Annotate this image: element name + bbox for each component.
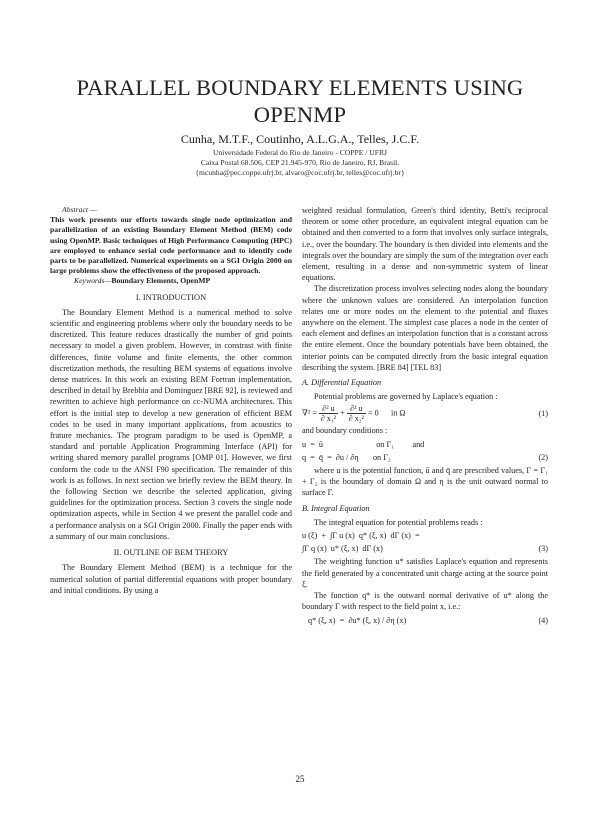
boundary-condition-1: u = ū on Γ₁ and [302,439,425,449]
outline-continued-paragraph: weighted residual formulation, Green's third identity, Betti's reciprocal theorem or some other procedure, an equivalent integral equation can be obtained and then converted to a form that involves only surface integrals, i.e., over the boundary. The boundary is then divided into elements and the integrals over the boundary are simply the sum of the integration over each element, resulting in a dense and non-symmetric system of linear equations. [302,206,549,283]
page-number: 25 [295,774,305,784]
q-star-paragraph: The function q* is the outward normal derivative of u* along the boundary Γ with respect to the field point x, i.e.: [302,591,548,612]
paper-title: PARALLEL BOUNDARY ELEMENTS USING OPENMP [76,75,524,127]
left-column [50,205,292,596]
discretization-paragraph: The discretization process involves selecting nodes along the boundary where the unknown values are considered. An interpolation function relates one or more nodes on the element to the potential and fluxes anywhere on the element. The simplest case places a node in the center of each element and defines an interpolation function that is a constant across the entire element. Once the boundary potentials have been obtained, the interior points can be computed directly from the basic integral equation describing the system. [BRE 84] [TEL 83] [302,284,548,372]
right-column [302,205,548,628]
abstract-text: This work presents our efforts towards single node optimization and parallelization of an existing Boundary Element Method (BEM) code using OpenMP. Basic techniques of High Performance Computing (HPC) are employed to enhance serial code performance and to identify code parts to be parallelized. Numerical experiments on a SGI Origin 2000 on large problems show the effectiveness of the proposed approach. [50,215,292,276]
equation-1 [302,404,548,423]
eq1-number: (1) [538,409,548,419]
boundary-conditions-label: and boundary conditions : [302,426,388,436]
eq1-lhs: ∇² = [302,408,317,418]
variables-paragraph: where u is the potential function, ū and q̄ are prescribed values, Γ = Γ₁ + Γ₂ is the boundary of domain Ω and η is the unit outward normal to surface Γ. [302,466,548,498]
keywords [62,276,292,286]
equation-4: q* (ξ, x) = ∂u* (ξ, x) / ∂η (x) (4) [308,615,548,625]
eq3-number: (3) [538,544,548,554]
section-heading-outline: II. OUTLINE OF BEM THEORY [113,548,229,558]
section-heading-introduction: I. INTRODUCTION [135,292,207,302]
abstract [50,205,292,276]
subsection-integral-equation: B. Integral Equation [302,503,370,513]
affiliation-line-1: Universidade Federal do Rio de Janeiro - COPPE / UFRJ [212,148,387,157]
laplace-intro: Potential problems are governed by Laplace's equation : [314,392,498,402]
outline-paragraph: The Boundary Element Method (BEM) is a technique for the numerical solution of partial differential equations with proper boundary and initial conditions. By using a [50,563,292,595]
keywords-text: Boundary Elements, OpenMP [111,276,211,286]
eq1-fraction-2: $\frac{\text{∂² u}}{\text{∂ x₂²}}$ [348,404,364,424]
eq1-rhs: = 0 in Ω [367,408,406,418]
eq2-number: (2) [538,452,548,462]
abstract-label: Abstract — [62,205,97,214]
authors: Cunha, M.T.F., Coutinho, A.L.G.A., Telles, J.C.F. [180,132,420,146]
integral-intro: The integral equation for potential problems reads : [314,517,483,527]
equation-3-line-1: u (ξ) + ∫Γ u (x) q* (ξ, x) dΓ (x) = [302,531,420,541]
weighting-function-paragraph: The weighting function u* satisfies Laplace's equation and represents the field generated by a concentrated unit charge acting at the source point ξ. [302,557,548,589]
equation-3-line-2: ∫Γ q (x) u* (ξ, x) dΓ (x) (3) [302,544,548,554]
eq4-number: (4) [538,615,548,625]
affiliation-emails: {mcunha@pec.coppe.ufrj.br, alvaro@coc.ufrj.br, telles@coc.ufrj.br} [195,168,405,177]
eq1-fraction-1: $\frac{\text{∂² u}}{\text{∂ x₁²}}$ [320,404,337,424]
subsection-differential-equation: A. Differential Equation [302,378,382,388]
affiliation-line-2: Caixa Postal 68.506, CEP 21.945-970, Rio de Janeiro, RJ, Brasil. [200,158,400,167]
eq1-plus: + [340,408,345,418]
equation-2: q = q̄ = ∂u / ∂η on Γ₂ (2) [302,452,548,462]
keywords-label: Keywords— [74,276,112,286]
introduction-paragraph: The Boundary Element Method is a numerical method to solve scientific and engineering problems where only the boundary needs to be discretized. This feature reduces drastically the number of grid points necessary to model a given problem. However, in constrast with finite differences, finite volume and finite elements, the other common discretization methods, the resulting BEM systems of equations involve dense matrices. In this work an existing BEM Fortran implementation, described in detail by Brebbia and Dominguez [BRE 92], is reviewed and rewritten to achieve high performance on cc-NUMA architectures. This effort is the initial step to develop a new generation of efficient BEM codes to be used in many important applications, from acoustics to frature mechanics. The program paradigm to be used is OpenMP, a standard and portable Application Programming Interface (API) for writing shared memory parallel programs [OMP 01]. However, we first conform the code to the ANSI F90 specification. The remainder of this work is as follows. In next section we briefly review the BEM theory. In the following Section we describe the selected application, giving guidelines for the optimization process. Section 3 covers the single node optimization aspects, while in Section 4 we present the parallel code and a performance analysis on a SGI Origin 2000. Finally the paper ends with a summary of our main conclusions. [50,307,292,541]
